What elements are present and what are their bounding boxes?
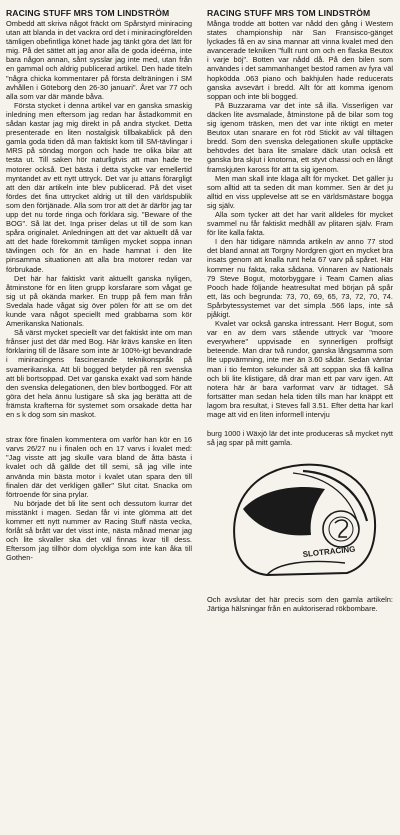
right-paragraph: Alla som tycker att det har varit alldeles för mycket svammel nu får faktiskt medhåll av plitaren själv. Fram för lite kalla fakta. — [207, 209, 393, 238]
right-paragraph: burg 1000 i Wäxjö lär det inte produceras så mycket nytt så jag spar på mitt gamla. — [207, 429, 393, 448]
right-paragraph: Många trodde att botten var nådd den gång i Western states championship när San Fransisco-gänget lyckades få en av sina mannar att vinna kvalet med den avancerade tekniken "fullt runt om och en flaska Beutox i varje böj". Botten var nådd då. På den bilen som användes i det sammanhanget bestod ramen av fyra väl hopködda .063 piano och bakhjulen hade reducerats ganska avsevärt i bredd. Allt för att komma igenom soppan och inte bli bogged. — [207, 19, 393, 101]
left-paragraph: strax före finalen kommentera om varför han kör en 16 varvs 26/27 nu i finalen och en 17 varvs i kvalet med: "Jag visste att jag skulle vara bland de åtta bästa i kvalet och då gällde det till semi, så jag ville inte använda min bästa motor i kvalet utan spara den till finalen där det verkligen gäller" Slut citat. Snacka om förtroende för sina prylar. — [6, 435, 192, 499]
closing-paragraph: Och avslutar det här precis som den gamla artikeln: Järtiga hälsningar från en auktoriserad rökbombare. — [207, 595, 393, 614]
left-column — [6, 8, 192, 562]
right-paragraph: Men man skall inte klaga allt för mycket. Det gäller ju som alltid att ta seden dit man kommer. Sen är det ju alltid en viss upplevelse att se en världsmästare bogga sig själv. — [207, 173, 393, 210]
right-paragraph: I den här tidigare nämnda artikeln av anno 77 stod det bland annat att Torgny Nordgren gjort en mycket bra insats genom att knalla runt hela 67 varv på spåret. Här kommer nu fakta, raka sådana. Vinnaren av Nationals 79 Steve Bogut, motorbyggare i Team Camen alias Pooch hade följande heatresultat med början på spår ett, läs och begrunda: 73, 70, 69, 65, 73, 72, 70, 74. Spårbytessystemet var det simpla .566 laps, inte så pjåkigt. — [207, 237, 393, 319]
right-paragraph: På Buzzarama var det inte så illa. Visserligen var däcken lite avsmalade, åtminstone på de bilar som tog sig igenom träsken, men det var inte riktigt en meter Beutox utan snarare en fot röd Stickit av väl tilltagen bredd. Som den svenska delegationen skulle upptäcke behövdes det bara lite smalare däck utan också ett ganska bra skjut i knotorna, ett styvt chassi och en långt framskjuten kaross för att ta sig igenom. — [207, 100, 393, 174]
left-paragraph: Första stycket i denna artikel var en ganska smaskig inledning men eftersom jag redan har åstadkommit en sådan kastar jag mig direkt in på andra stycket. Detta presenterade en liten nostalgisk tillbakablick på den gamla goda tiden då man faktiskt kom till SM-tävlingar i MRS på söndag morgon och hade tre olika bilar att testa ut. Till saken hör naturligtvis att man hade tre motorer också. Det bästa i detta stycke var emellertid myntandet av ett nytt uttryck. Det var ju attans förargligt att den där artikeln inte blev publicerad. På det viset fördes det fina uttrycket aldrig ut till den världspublik som den förtjänade. Alla som tror att det är därför jag tar upp det nu torde ringa och förklara sig. "Beware of the BOG". Så lät det. Inga priser delas ut till de som kan spåra originalet. Anledningen att det var aktuellt då var att det hade förekommit tämligen mycket soppa innan tävlingen och för än en hade hamnat i den lite pinsamma situationen att alla bra motorer redan var förbrukade. — [6, 100, 192, 274]
left-paragraph: Ombedd att skriva något fräckt om Spårstyrd miniracing utan att blanda in det vackra ord det i miniracingförelden tämligen obefintliga könet hade jag tänkt göra det lätt för mig. På det sättet att jag anor alla de goda ideérna, inte bara någon annan, sånt sysslar jag inte med, utan från en gammal och aldrig publicerad artikel. Den hade titeln "några chicka kommentarer på första delträningen i SM avhållen i Göteborg den 26-30 januari". Året var 77 och alla som var där mände båva. — [6, 19, 192, 101]
right-column — [207, 8, 393, 614]
right-column-heading: RACING STUFF MRS TOM LINDSTRÖM — [207, 8, 371, 18]
right-paragraph: Kvalet var också ganska intressant. Herr Bogut, som var en av dem vars stående uttryck var "moore everywhere" uppvisade en synnerligen proffsigt beteende. Man drar två rundor, ganska långsamma som lite uppvärmning, inte mer än 3.60 sådär. Sedan väntar man i tio femton sekunder så att soppan ska få kallna och bli lite klistigare, då drar man ett par varv igen. Att notera här är bara varformat varv är tidtaget. Så fortsätter man sedan hela tiden tills man har knäppt ett lagom bra resultat, i Steves fall 3.51. Efter detta har karl mage att vid en liten informell intervju — [207, 319, 393, 420]
column-break-gap — [6, 419, 192, 435]
left-paragraph: Så värst mycket speciellt var det faktiskt inte om man frånser just det där med Bog. Här krävs kanske en liten förklaring till de låsare som inte är 100%-igt bevandrade i miniracingens fascinerande teknikonspråk på svamerikanska. Att bli bogged betyder på ren svenska att bli bortsoppad. Det var ganska exakt vad som hände den svenska delegationen, den blev bortbogged. För att göra det hela ännu lustigare så ska jag berätta att de främsta krafterna för systemet som orsakade detta har en s k dog som sin maskot. — [6, 328, 192, 420]
left-column-heading: RACING STUFF MRS TOM LINDSTRÖM — [6, 8, 170, 18]
racing-helmet-illustration — [207, 451, 393, 589]
left-paragraph: Det här har faktiskt varit aktuellt ganska nyligen, åtminstone för en liten grupp korsfarare som vågat ge sig ut på okända marker. En trupp på fem man från Svedala hade vågat sig över pölen för att se om det kunde vara något speciellt med grabbarna som kör Amerikanska Nationals. — [6, 273, 192, 329]
helmet-lettering: SLOTRACING — [302, 544, 356, 560]
column-break-gap — [207, 419, 393, 429]
left-paragraph: Nu började det bli lite sent och dessutom kurrar det misstänkt i magen. Sedan får vi inte glömma att det kommer ett nytt nummer av Racing Stuff nästa vecka, förlåt så brått var det visst inte, nästa månad menar jag och lite skvaller ska det väl finnas kvar till dess. Eftersom jag tillhör dom olyckliga som inte kan åka till Gothen- — [6, 498, 192, 563]
